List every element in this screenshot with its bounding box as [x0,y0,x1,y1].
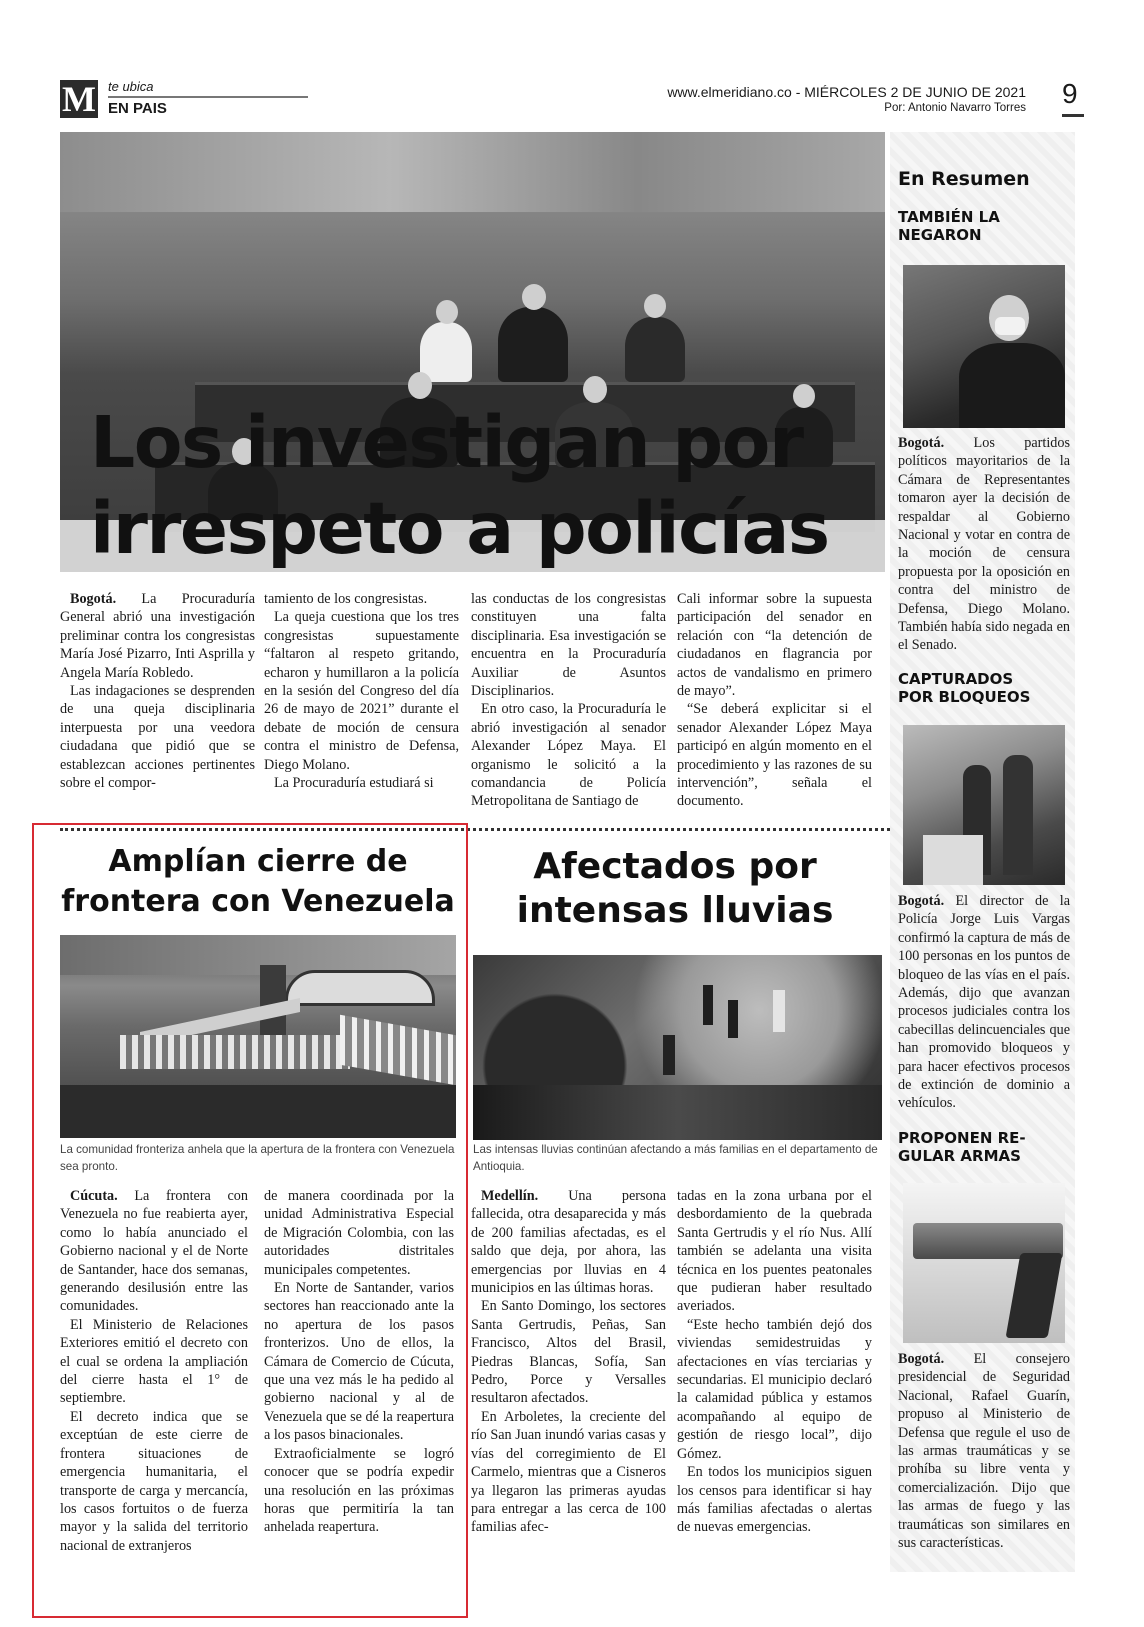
header-divider [108,96,308,98]
frontera-col-2: de manera coordinada por la unidad Administrativa Especial de Migración Colombia, con las autoridades distritales municipales competentes. En Norte de Santander, varios sectores han reaccionado ante la no apertura de los pasos fronterizos. Uno de ellos, la Cámara de Comercio de Cúcuta, que una vez más le ha pedido al gobierno nacional y al de Venezuela que se dé la reapertura a los pasos binacionales. Extraoficialmente se logró conocer que se podría expedir una resolución en las próximas horas que permitiría la tan anhelada reapertura. [264,1188,454,1536]
handgun-photo [903,1183,1065,1343]
site-date-line: www.elmeridiano.co - MIÉRCOLES 2 DE JUNIO DE 2021 [667,84,1026,100]
sidebar-item-1-heading: TAMBIÉN LA NEGARON [898,208,1000,244]
frontera-col-1: Cúcuta. La frontera con Venezuela no fue reabierta ayer, como lo había anunciado el Gobierno nacional y el de Norte de Santander, hace dos semanas, generando desilusión entre las comunidades. El Ministerio de Relaciones Exteriores emitió el decreto con el cual se ordena la ampliación del cierre hasta el 1° de septiembre. El decreto indica que se exceptúan de este cierre de frontera situaciones de emergencia humanitaria, el transporte de carga y mercancía, los casos fortuitos o de fuerza mayor y la salida del territorio nacional de extranjeros [60,1188,248,1554]
byline: Por: Antonio Navarro Torres [884,102,1026,114]
sidebar-item-2-text: Bogotá. El director de la Policía Jorge Luis Vargas confirmó la captura de más de 100 personas en los puntos de bloqueo de las vías en el país. Además, dijo que avanzan procesos judiciales contra los cabecillas delincuenciales que han promovido bloqueos y para hacer efectivos procesos de extinción de dominio a vehículos. [898,893,1070,1112]
sidebar-title: En Resumen [898,168,1030,190]
page-number: 9 [1062,78,1078,109]
main-headline: Los investigan por irrespeto a policías [90,401,829,570]
rain-landslide-photo [473,955,882,1140]
sidebar-item-3-heading: PROPONEN RE- GULAR ARMAS [898,1129,1026,1165]
frontera-headline: Amplían cierre de frontera con Venezuela [61,844,455,919]
main-story-col-2: tamiento de los congresistas. La queja cuestiona que los tres congresistas supuestamente “faltaron al respeto gritando, echaron y humillaron a la policía en la sesión del Congreso del día 26 de mayo de 2021” durante el debate de moción de censura contra el ministro de Defensa, Diego Molano. La Procuraduría estudiará si [264,591,459,792]
section-tag-top: te ubica [108,79,154,94]
lluvias-headline: Afectados por intensas lluvias [516,846,834,931]
section-tag: EN PAIS [108,100,167,117]
lluvias-photo-caption: Las intensas lluvias continúan afectando a más familias en el departamento de Antioquia. [473,1143,878,1173]
lluvias-col-1: Medellín. Una persona fallecida, otra desaparecida y más de 200 familias afectadas, es el saldo que deja, por ahora, las emergencias por lluvias en 4 municipios en las últimas horas. En Santo Domingo, los sectores Santa Gertrudis, Peñas, San Francisco, Altos del Brasil, Piedras Blancas, Sofía, San Pedro, Porce y Versalles resultaron afectados. En Arboletes, la creciente del río San Juan inundó varias casas y vías del corregimiento de El Carmelo, mientras que a Cisneros ya llegaron las primeras ayudas para entregar a las cerca de 100 familias afec- [471,1188,666,1536]
minister-photo [903,265,1065,428]
frontera-photo-caption: La comunidad fronteriza anhela que la apertura de la frontera con Venezuela sea pronto. [60,1143,455,1173]
sidebar-item-2-heading: CAPTURADOS POR BLOQUEOS [898,670,1031,706]
lluvias-col-2: tadas en la zona urbana por el desbordamiento de la quebrada Santa Gertrudis y el río Nus. Allí también se adelanta una visita técnica en los puentes peatonales que pudieran haber resultado averiados. “Este hecho también dejó dos viviendas semidestruidas y afectaciones en vías terciarias y secundarias. El municipio declaró la calamidad pública y estamos acompañando al equipo de gestión de riesgo local”, dijo Gómez. En todos los municipios siguen los censos para identificar si hay más familias afectadas o alertas de nuevas emergencias. [677,1188,872,1536]
sidebar-item-3-text: Bogotá. El consejero presidencial de Seguridad Nacional, Rafael Guarín, propuso al Ministerio de Defensa que regule el uso de las armas traumáticas y se prohíba su libre venta y comercialización. Dijo que las armas de fuego y las traumáticas son similares en sus características. [898,1351,1070,1552]
main-story-col-4: Cali informar sobre la supuesta participación del senador en relación con “la detención de ciudadanos en flagrancia por actos de vandalismo en primero de mayo”. “Se deberá explicitar si el senador Alexander López Maya participó en algún momento en el procedimiento y las razones de su intervención”, señala el documento. [677,591,872,810]
main-story-col-1: Bogotá. La Procuraduría General abrió una investigación preliminar contra los congresistas María José Pizarro, Inti Asprilla y Angela María Robledo. Las indagaciones se desprenden de una queja disciplinaria interpuesta por una veedora ciudadana que pidió que se establezcan acciones pertinentes sobre el compor- [60,591,255,792]
main-story-col-3: las conductas de los congresistas constituyen una falta disciplinaria. Esa investigación se encuentra en la Procuraduría Auxiliar de Asuntos Disciplinarios. En otro caso, la Procuraduría le abrió investigación al senador Alexander López Maya. El organismo le solicitó a la comandancia de Policía Metropolitana de Santiago de [471,591,666,810]
police-arrest-photo [903,725,1065,885]
newspaper-logo: M [60,80,98,118]
page-number-underline [1062,114,1084,117]
sidebar-item-1-text: Bogotá. Los partidos políticos mayoritarios de la Cámara de Representantes tomaron ayer la decisión de respaldar al Gobierno Nacional y votar en contra de la moción de censura propuesta por la oposición en contra del ministro de Defensa, Diego Molano. También había sido negada en el Senado. [898,435,1070,654]
highlight-frame [32,823,468,1618]
